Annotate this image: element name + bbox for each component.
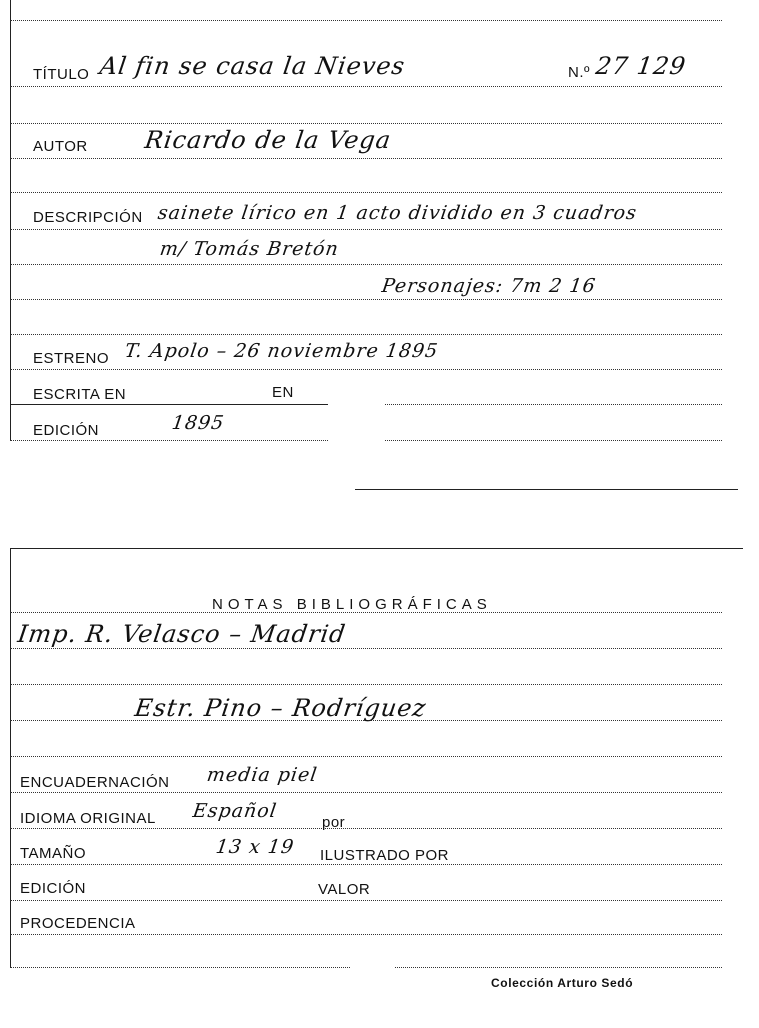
ilustrado-por-label: ILUSTRADO POR [320, 847, 450, 864]
escrita-en-label: ESCRITA EN [33, 386, 127, 403]
rule [10, 299, 722, 300]
rule [10, 934, 722, 935]
tamano-value: 13 x 19 [214, 836, 296, 858]
notas-line-2: Estr. Pino – Rodríguez [133, 694, 429, 722]
card-bottom-left-edge [10, 548, 11, 968]
tamano-label: TAMAÑO [20, 845, 87, 862]
rule [10, 792, 722, 793]
rule [10, 967, 350, 968]
descripcion-value-line-1: sainete lírico en 1 acto dividido en 3 cuadros [156, 202, 639, 224]
notas-line-1: Imp. R. Velasco – Madrid [16, 620, 348, 648]
edicion-label-2: EDICIÓN [20, 880, 87, 897]
edicion-value: 1895 [170, 412, 226, 434]
numero-label: N.º [568, 64, 590, 81]
rule [10, 229, 722, 230]
edicion-label: EDICIÓN [33, 422, 100, 439]
en-label: EN [272, 384, 294, 401]
notas-bibliograficas-title: NOTAS BIBLIOGRÁFICAS [212, 596, 492, 613]
rule [10, 86, 722, 87]
rule [10, 440, 328, 441]
rule [10, 123, 722, 124]
titulo-value: Al fin se casa la Nieves [98, 52, 407, 80]
descripcion-label: DESCRIPCIÓN [33, 209, 143, 226]
rule [10, 192, 722, 193]
rule [385, 404, 722, 405]
rule [10, 864, 722, 865]
estreno-value: T. Apolo – 26 noviembre 1895 [123, 340, 440, 362]
encuadernacion-label: ENCUADERNACIÓN [20, 774, 170, 791]
autor-label: AUTOR [33, 138, 88, 155]
idioma-original-label: IDIOMA ORIGINAL [20, 810, 156, 827]
autor-value: Ricardo de la Vega [143, 126, 394, 154]
rule [10, 648, 722, 649]
rule [10, 900, 722, 901]
card-separator [355, 489, 738, 490]
rule [10, 334, 722, 335]
estreno-label: ESTRENO [33, 350, 110, 367]
rule [10, 264, 722, 265]
coleccion-footer: Colección Arturo Sedó [491, 976, 634, 990]
card-top-left-edge [10, 0, 11, 440]
rule [10, 404, 328, 405]
rule [385, 440, 722, 441]
rule [395, 967, 722, 968]
personajes-value: Personajes: 7m 2 16 [380, 275, 598, 297]
rule [10, 20, 722, 21]
por-label: por [322, 814, 346, 831]
valor-label: VALOR [318, 881, 371, 898]
encuadernacion-value: media piel [205, 764, 319, 786]
titulo-label: TÍTULO [33, 66, 90, 83]
descripcion-value-line-2: m/ Tomás Bretón [158, 238, 341, 260]
numero-value: 27 129 [594, 52, 688, 80]
rule [10, 369, 722, 370]
rule [10, 756, 722, 757]
rule [10, 828, 722, 829]
procedencia-label: PROCEDENCIA [20, 915, 136, 932]
idioma-original-value: Español [191, 800, 279, 822]
rule [10, 684, 722, 685]
rule [10, 158, 722, 159]
card-bottom-top-edge [10, 548, 743, 549]
